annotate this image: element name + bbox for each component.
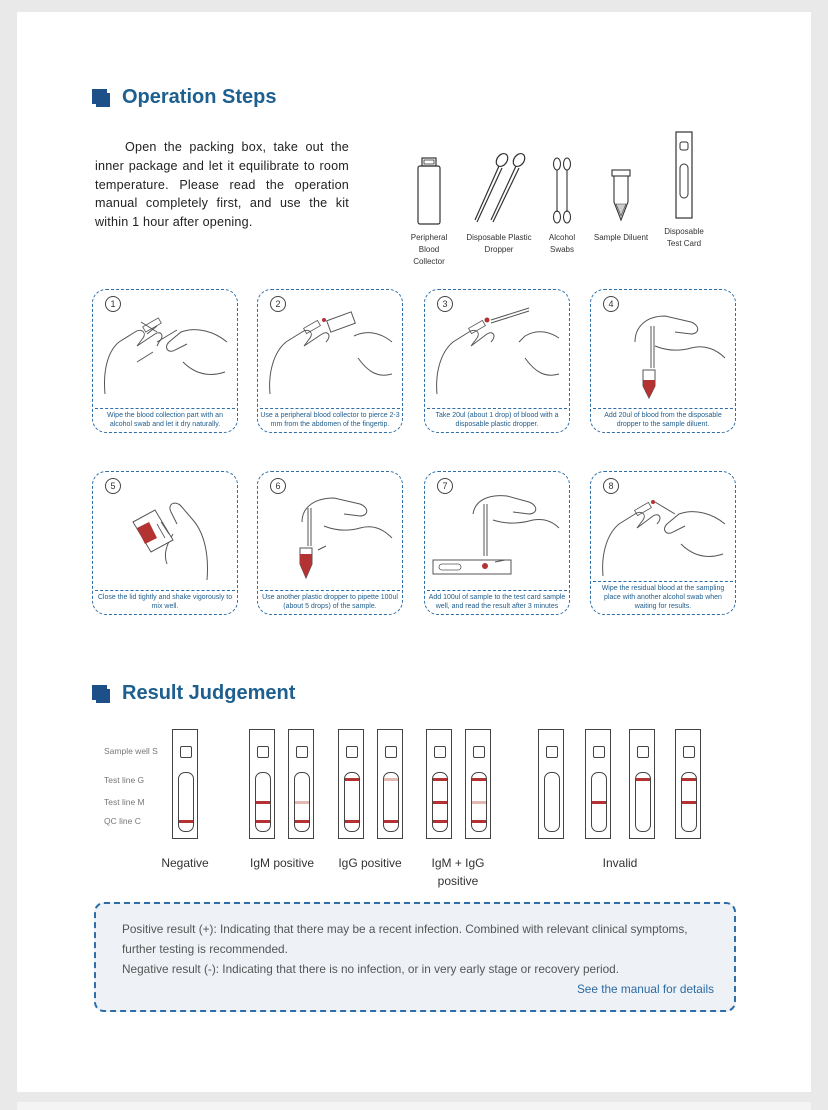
- pierce-finger-illustration: [262, 302, 398, 400]
- wipe-residual-blood-illustration: [595, 484, 731, 582]
- row-label-qc-line-c: QC line C: [104, 816, 141, 826]
- diluent-tube-icon: [609, 140, 633, 226]
- kit-item-swabs: [542, 140, 582, 256]
- kit-label: Disposable Plastic Dropper: [466, 233, 532, 254]
- dropper-blood-illustration: [429, 302, 565, 400]
- step-caption: Use another plastic dropper to pipette 100ul (about 5 drops) of the sample.: [260, 590, 400, 611]
- fingertip-swab-illustration: [97, 302, 233, 400]
- result-judgement-title: Result Judgement: [122, 682, 296, 704]
- step-caption: Use a peripheral blood collector to pierce 2-3 mm from the abdomen of the fingertip.: [260, 408, 400, 429]
- test-line-m: [256, 801, 270, 804]
- step-card-6: [257, 471, 403, 615]
- step-caption: Wipe the blood collection part with an alcohol swab and let it dry naturally.: [95, 408, 235, 429]
- label-both-positive: IgM + IgG positive: [431, 856, 485, 888]
- test-line-g: [345, 778, 359, 781]
- result-card-invalid-g: [629, 729, 655, 839]
- row-label-test-line-g: Test line G: [104, 775, 145, 785]
- step-caption: Wipe the residual blood at the sampling place with another alcohol swab when waiting for results.: [593, 581, 733, 611]
- positive-result-note: Positive result (+): Indicating that there may be a recent infection. Combined with relevant clinical symptoms, further testing is recommended.: [122, 922, 688, 956]
- test-line-m: [682, 801, 696, 804]
- step-number: 6: [270, 478, 286, 494]
- shake-tube-illustration: [97, 484, 233, 582]
- label-invalid: Invalid: [602, 856, 638, 870]
- step-number: 1: [105, 296, 121, 312]
- next-page-edge: [17, 1102, 811, 1110]
- label-negative: Negative: [161, 856, 209, 870]
- test-line-m: [592, 801, 606, 804]
- step-card-2: [257, 289, 403, 433]
- step-caption: Add 100ul of sample to the test card sample well, and read the result after 3 minutes: [427, 590, 567, 611]
- kit-item-test-card: [658, 140, 710, 250]
- kit-label: Peripheral Blood Collector: [410, 233, 448, 266]
- kit-label: Disposable Test Card: [664, 227, 704, 248]
- qc-line-c: [433, 820, 447, 823]
- result-card-invalid-gm: [675, 729, 701, 839]
- step-caption: Close the lid tightly and shake vigorously to mix well.: [95, 590, 235, 611]
- negative-result-note: Negative result (-): Indicating that there is no infection, or in very early stage or recovery period.: [122, 962, 620, 976]
- qc-line-c: [384, 820, 398, 823]
- pipette-sample-illustration: [262, 484, 398, 582]
- result-card-igg-positive-faint: [377, 729, 403, 839]
- step-caption: Add 20ul of blood from the disposable dropper to the sample diluent.: [593, 408, 733, 429]
- step-number: 8: [603, 478, 619, 494]
- heading-square-icon: [92, 685, 110, 703]
- step-number: 3: [437, 296, 453, 312]
- step-number: 7: [437, 478, 453, 494]
- kit-label: Sample Diluent: [593, 233, 649, 242]
- swab-icon: [550, 140, 574, 226]
- test-line-g: [636, 778, 650, 781]
- dropper-icon: [469, 140, 529, 226]
- result-card-invalid-none: [538, 729, 564, 839]
- test-line-m-faint: [472, 801, 486, 804]
- operation-steps-title: Operation Steps: [122, 86, 277, 108]
- step-card-4: [590, 289, 736, 433]
- result-card-igm-positive-faint: [288, 729, 314, 839]
- test-line-g-faint: [384, 778, 398, 781]
- step-card-8: [590, 471, 736, 615]
- result-card-igg-positive-strong: [338, 729, 364, 839]
- see-manual-link[interactable]: See the manual for details: [576, 982, 714, 996]
- row-label-test-line-m: Test line M: [104, 797, 145, 807]
- blood-collector-icon: [416, 140, 442, 226]
- label-igm-positive: IgM positive: [249, 856, 315, 870]
- step-card-1: [92, 289, 238, 433]
- qc-line-c: [179, 820, 193, 823]
- step-caption: Take 20ul (about 1 drop) of blood with a disposable plastic dropper.: [427, 408, 567, 429]
- result-card-both-positive-faint: [465, 729, 491, 839]
- intro-paragraph: Open the packing box, take out the inner package and let it equilibrate to room temperature. Please read the operation manual completely first, and use the kit within 1 hour after opening.: [95, 140, 349, 230]
- kit-item-dropper: [460, 140, 538, 256]
- test-line-g: [433, 778, 447, 781]
- step-number: 4: [603, 296, 619, 312]
- operation-steps-heading: [92, 86, 276, 109]
- step-number: 2: [270, 296, 286, 312]
- result-card-negative: [172, 729, 198, 839]
- step-card-7: [424, 471, 570, 615]
- kit-label: Alcohol Swabs: [548, 233, 576, 254]
- add-blood-to-diluent-illustration: [595, 302, 731, 400]
- kit-item-diluent: [589, 140, 653, 244]
- result-judgement-heading: [92, 682, 295, 705]
- step-card-5: [92, 471, 238, 615]
- step-number: 5: [105, 478, 121, 494]
- result-card-igm-positive-strong: [249, 729, 275, 839]
- step-card-3: [424, 289, 570, 433]
- add-sample-to-card-illustration: [429, 484, 565, 582]
- test-card-icon: [674, 130, 694, 220]
- result-card-both-positive-strong: [426, 729, 452, 839]
- label-igg-positive: IgG positive: [338, 856, 402, 870]
- result-notes-box: [94, 902, 736, 1012]
- test-line-g: [682, 778, 696, 781]
- row-label-sample-well: Sample well S: [104, 746, 158, 756]
- test-line-m-faint: [295, 801, 309, 804]
- result-card-invalid-m: [585, 729, 611, 839]
- test-line-g: [472, 778, 486, 781]
- qc-line-c: [345, 820, 359, 823]
- qc-line-c: [472, 820, 486, 823]
- qc-line-c: [295, 820, 309, 823]
- kit-item-blood-collector: [402, 140, 456, 268]
- qc-line-c: [256, 820, 270, 823]
- test-line-m: [433, 801, 447, 804]
- heading-square-icon: [92, 89, 110, 107]
